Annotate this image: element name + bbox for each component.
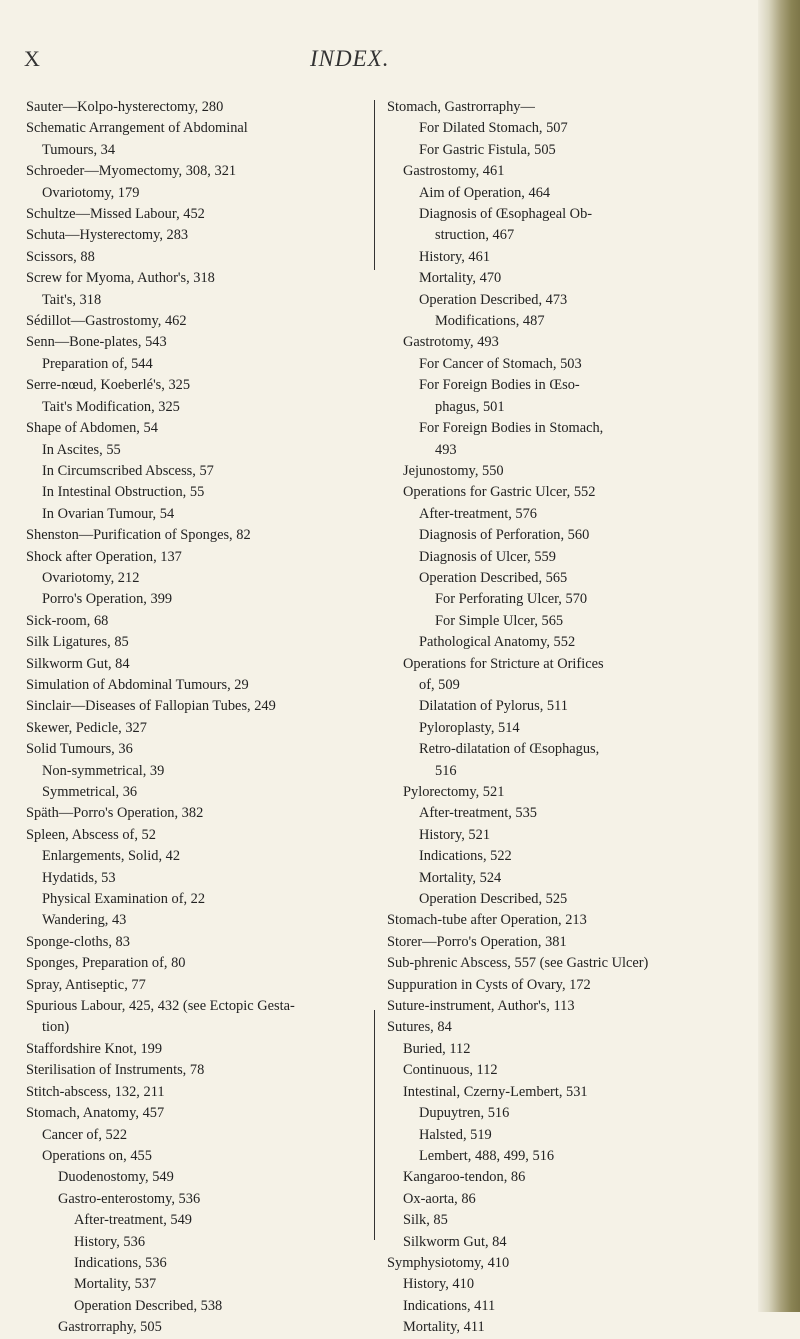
index-entry: Symphysiotomy, 410 (387, 1254, 510, 1271)
index-entry: Tait's, 318 (42, 291, 102, 308)
index-entry: For Gastric Fistula, 505 (419, 141, 556, 158)
index-entry: Symmetrical, 36 (42, 784, 138, 800)
index-entry: Tait's Modification, 325 (42, 398, 180, 415)
index-entry: For Perforating Ulcer, 570 (435, 591, 588, 608)
index-entry: Schuta—Hysterectomy, 283 (26, 227, 189, 244)
index-entry: Shock after Operation, 137 (26, 548, 182, 565)
index-entry: Enlargements, Solid, 42 (42, 848, 181, 865)
index-entry: Sick-room, 68 (26, 612, 109, 629)
index-entry: struction, 467 (435, 227, 515, 244)
index-entry: tion) (42, 1019, 70, 1036)
index-entry: Scissors, 88 (26, 248, 95, 265)
index-entry: Gastro-enterostomy, 536 (58, 1190, 201, 1207)
index-entry: Pathological Anatomy, 552 (419, 634, 576, 651)
index-entry: Operation Described, 538 (74, 1297, 223, 1314)
index-entry: Diagnosis of Perforation, 560 (419, 527, 590, 544)
index-entry: Silk Ligatures, 85 (26, 634, 129, 651)
index-entry: Stomach, Anatomy, 457 (26, 1105, 165, 1122)
index-entry: Diagnosis of Ulcer, 559 (419, 548, 556, 565)
index-entry: Continuous, 112 (403, 1062, 498, 1079)
index-entry: Mortality, 524 (419, 869, 502, 886)
index-entry: Indications, 522 (419, 848, 512, 865)
index-column-left (26, 97, 391, 1339)
page-edge-shadow (758, 0, 800, 1312)
index-entry: Pyloroplasty, 514 (419, 719, 520, 736)
index-entry: Aim of Operation, 464 (419, 184, 551, 201)
index-entry: Diagnosis of Œsophageal Ob- (419, 206, 593, 223)
index-entry: Porro's Operation, 399 (42, 591, 173, 608)
index-entry: Gastrotomy, 493 (403, 334, 499, 351)
index-entry: Gastrorraphy, 505 (58, 1319, 162, 1336)
index-entry: Sauter—Kolpo-hysterectomy, 280 (26, 99, 224, 115)
index-column-right (387, 97, 752, 1339)
index-entry: History, 410 (403, 1276, 475, 1293)
index-entry: of, 509 (419, 676, 460, 693)
index-entry: Jejunostomy, 550 (403, 462, 504, 479)
index-entry: Indications, 536 (74, 1254, 167, 1271)
index-entry: In Ascites, 55 (42, 441, 121, 458)
index-entry: For Simple Ulcer, 565 (435, 612, 564, 629)
index-entry: For Dilated Stomach, 507 (419, 120, 568, 137)
index-entry: Dilatation of Pylorus, 511 (419, 698, 568, 715)
index-entry: Cancer of, 522 (42, 1126, 128, 1143)
index-entry: Ox-aorta, 86 (403, 1190, 476, 1207)
index-entry: Suture-instrument, Author's, 113 (387, 998, 575, 1015)
index-entry: Dupuytren, 516 (419, 1105, 510, 1122)
index-entry: Stomach-tube after Operation, 213 (387, 912, 587, 929)
index-entry: Tumours, 34 (42, 141, 116, 158)
index-entry: Non-symmetrical, 39 (42, 762, 165, 779)
index-entry: Sinclair—Diseases of Fallopian Tubes, 249 (26, 698, 276, 715)
index-entry: For Cancer of Stomach, 503 (419, 355, 582, 372)
index-entry: Halsted, 519 (419, 1126, 492, 1143)
index-entry: Spleen, Abscess of, 52 (26, 826, 156, 843)
index-entry: Silkworm Gut, 84 (26, 655, 130, 672)
index-entry: Sponge-cloths, 83 (26, 933, 130, 950)
index-entry: Operations for Gastric Ulcer, 552 (403, 484, 596, 501)
index-entry: History, 521 (419, 826, 491, 843)
index-entry: Staffordshire Knot, 199 (26, 1040, 163, 1057)
index-entry: 493 (435, 441, 457, 458)
index-entry: Silkworm Gut, 84 (403, 1233, 507, 1250)
index-entry: Silk, 85 (403, 1212, 448, 1229)
index-entry: For Foreign Bodies in Stomach, (419, 420, 604, 437)
index-entry: Preparation of, 544 (42, 355, 153, 372)
index-entry: Mortality, 537 (74, 1276, 157, 1293)
index-entry: Shenston—Purification of Sponges, 82 (26, 527, 251, 544)
index-entry: After-treatment, 535 (419, 805, 537, 822)
index-entry: Buried, 112 (403, 1040, 471, 1057)
index-entry: Duodenostomy, 549 (58, 1169, 174, 1186)
index-entry: Ovariotomy, 212 (42, 569, 140, 586)
index-entry: Operation Described, 525 (419, 891, 568, 908)
index-entry: Hydatids, 53 (42, 869, 116, 886)
index-entry: Operation Described, 473 (419, 291, 568, 308)
index-entry: Sutures, 84 (387, 1019, 452, 1036)
index-entry: In Ovarian Tumour, 54 (42, 505, 175, 522)
index-entry: Shape of Abdomen, 54 (26, 420, 158, 437)
index-entry: Schematic Arrangement of Abdominal (26, 120, 248, 137)
index-entry: Schultze—Missed Labour, 452 (26, 206, 205, 223)
index-entry: Sterilisation of Instruments, 78 (26, 1062, 205, 1079)
index-entry: Spurious Labour, 425, 432 (see Ectopic Gesta- (26, 998, 295, 1015)
index-entry: Stitch-abscess, 132, 211 (26, 1083, 165, 1100)
index-entry: Intestinal, Czerny-Lembert, 531 (403, 1083, 588, 1100)
index-entry: Schroeder—Myomectomy, 308, 321 (26, 163, 237, 180)
index-entry: In Intestinal Obstruction, 55 (42, 484, 205, 501)
index-entry: Suppuration in Cysts of Ovary, 172 (387, 976, 591, 993)
index-entry: Screw for Myoma, Author's, 318 (26, 270, 215, 287)
index-entry: Spray, Antiseptic, 77 (26, 976, 146, 993)
index-entry: 516 (435, 762, 457, 779)
index-entry: Ovariotomy, 179 (42, 184, 140, 201)
index-entry: Sponges, Preparation of, 80 (26, 955, 186, 972)
index-entry: Senn—Bone-plates, 543 (26, 334, 167, 351)
index-entry: After-treatment, 549 (74, 1212, 192, 1229)
index-entry: Mortality, 470 (419, 270, 502, 287)
index-entry: Simulation of Abdominal Tumours, 29 (26, 676, 249, 693)
index-entry: Späth—Porro's Operation, 382 (26, 805, 204, 822)
index-entry: For Foreign Bodies in Œso- (419, 377, 580, 394)
index-entry: In Circumscribed Abscess, 57 (42, 462, 214, 479)
column-divider (374, 100, 375, 270)
page-header (0, 46, 760, 80)
page-number: X (24, 46, 40, 71)
index-entry: History, 461 (419, 248, 491, 265)
index-entry: Sédillot—Gastrostomy, 462 (26, 313, 187, 330)
index-entry: Solid Tumours, 36 (26, 741, 133, 758)
index-entry: Wandering, 43 (42, 912, 127, 929)
index-entry: Operations for Stricture at Orifices (403, 655, 604, 672)
index-entry: Kangaroo-tendon, 86 (403, 1169, 526, 1186)
index-entry: Lembert, 488, 499, 516 (419, 1147, 555, 1164)
index-entry: Mortality, 411 (403, 1319, 485, 1336)
index-entry: Operations on, 455 (42, 1147, 152, 1164)
index-entry: Physical Examination of, 22 (42, 891, 206, 908)
index-entry: Stomach, Gastrorraphy— (387, 99, 535, 115)
index-entry: Operation Described, 565 (419, 569, 568, 586)
index-entry: Retro-dilatation of Œsophagus, (419, 741, 600, 758)
index-entry: History, 536 (74, 1233, 146, 1250)
column-divider (374, 1010, 375, 1240)
page-title: INDEX. (310, 46, 390, 71)
index-entry: Skewer, Pedicle, 327 (26, 719, 147, 736)
index-entry: Storer—Porro's Operation, 381 (387, 933, 567, 950)
index-entry: phagus, 501 (435, 398, 505, 415)
index-entry: Pylorectomy, 521 (403, 784, 505, 800)
index-entry: Sub-phrenic Abscess, 557 (see Gastric Ulcer) (387, 955, 649, 972)
index-entry: Modifications, 487 (435, 313, 545, 330)
index-entry: Indications, 411 (403, 1297, 496, 1314)
index-entry: After-treatment, 576 (419, 505, 537, 522)
index-entry: Serre-nœud, Koeberlé's, 325 (26, 377, 191, 394)
index-entry: Gastrostomy, 461 (403, 163, 505, 180)
